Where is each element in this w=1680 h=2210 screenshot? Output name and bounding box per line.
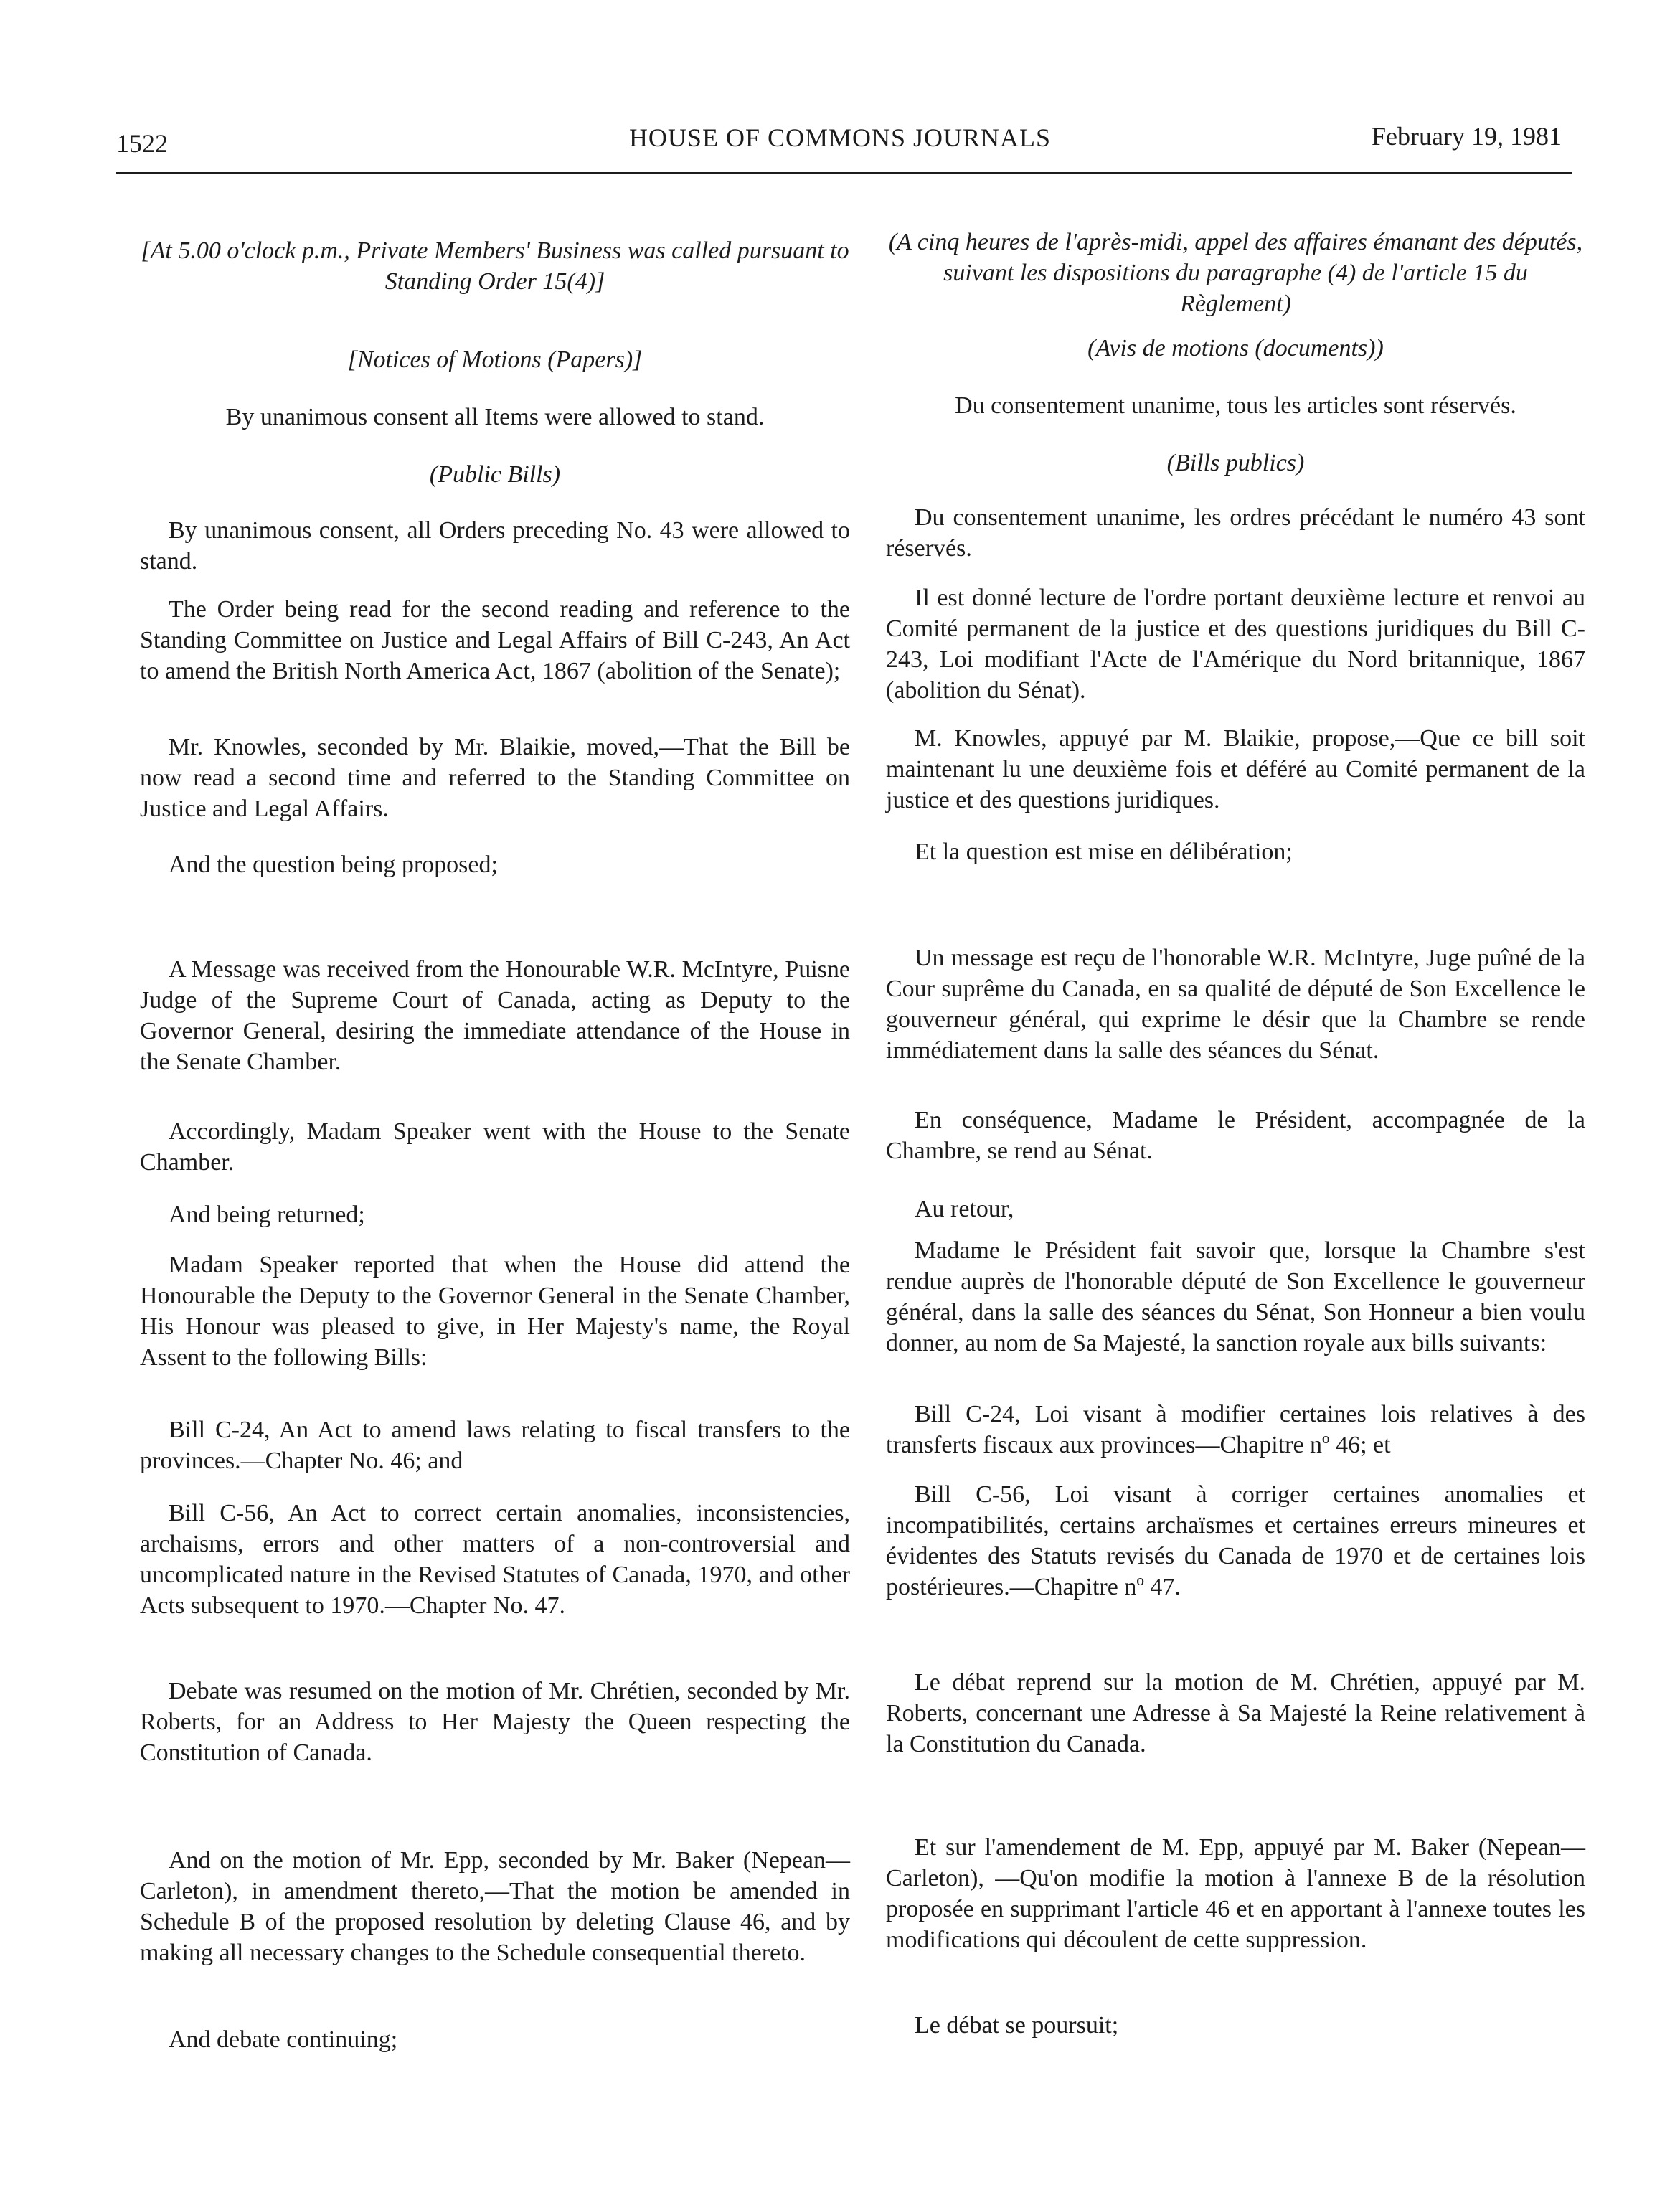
fr-epp-amendment: Et sur l'amendement de M. Epp, appuyé par M. Baker (Nepean—Carleton), —Qu'on modifie la motion à l'annexe B de la résolution proposée en supprimant l'article 46 et en apportant à l'annexe toutes les modifications qui découlent de cette suppression. <box>886 1834 1585 1953</box>
fr-knowles-motion: M. Knowles, appuyé par M. Blaikie, propose,—Que ce bill soit maintenant lu une deuxième fois et déféré au Comité permanent de la justice et des questions juridiques. <box>886 725 1585 813</box>
en-orders-text: By unanimous consent, all Orders preceding No. 43 were allowed to stand. <box>140 517 850 575</box>
fr-bill-c56: Bill C-56, Loi visant à corriger certaines anomalies et incompatibilités, certains archaïsmes et certaines erreurs mineures et évidentes des Statuts revisés du Canada de 1970 et de certaines lois postérieures.—Chapitre nº 47. <box>886 1481 1585 1600</box>
fr-notices-heading: (Avis de motions (documents)) <box>1087 335 1384 362</box>
header-rule <box>116 172 1572 174</box>
en-epp-amendment: And on the motion of Mr. Epp, seconded by Mr. Baker (Nepean—Carleton), in amendment thereto,—That the motion be amended in Schedule B of the proposed resolution by deleting Clause 46, and by making all necessary changes to the Schedule consequential thereto. <box>140 1847 850 1966</box>
fr-debate-continuing: Le débat se poursuit; <box>915 2012 1119 2039</box>
fr-accordingly: En conséquence, Madame le Président, accompagnée de la Chambre, se rend au Sénat. <box>886 1107 1585 1164</box>
fr-order-read: Il est donné lecture de l'ordre portant deuxième lecture et renvoi au Comité permanent de la justice et des questions juridiques du Bill C-243, Loi modifiant l'Acte de l'Amérique du Nord britannique, 1867 (abolition du Sénat). <box>886 585 1585 704</box>
en-returned: And being returned; <box>169 1201 365 1228</box>
en-notices-text: By unanimous consent all Items were allowed to stand. <box>225 404 765 430</box>
fr-private-members-note: (A cinq heures de l'après-midi, appel des affaires émanant des députés, suivant les dispositions du paragraphe (4) de l'article 15 du Règlement) <box>888 229 1583 317</box>
en-bill-c56: Bill C-56, An Act to correct certain anomalies, inconsistencies, archaisms, errors and other matters of a non-controversial and uncomplicated nature in the Revised Statutes of Canada, 1970, and other Acts subsequent to 1970.—Chapter No. 47. <box>140 1500 850 1619</box>
en-private-members-note: [At 5.00 o'clock p.m., Private Members' Business was called pursuant to Standing Order 15(4)] <box>141 237 849 295</box>
en-knowles-motion: Mr. Knowles, seconded by Mr. Blaikie, moved,—That the Bill be now read a second time and referred to the Standing Committee on Justice and Legal Affairs. <box>140 734 850 822</box>
en-debate-continuing: And debate continuing; <box>169 2026 398 2053</box>
fr-reported: Madame le Président fait savoir que, lorsque la Chambre s'est rendue auprès de l'honorable député de Son Excellence le gouverneur général, dans la salle des séances du Sénat, Son Honneur a bien voulu donner, au nom de Sa Majesté, la sanction royale aux bills suivants: <box>886 1237 1585 1356</box>
header-date: February 19, 1981 <box>1372 122 1562 151</box>
en-accordingly: Accordingly, Madam Speaker went with the House to the Senate Chamber. <box>140 1118 850 1176</box>
fr-bill-c24: Bill C-24, Loi visant à modifier certaines lois relatives à des transferts fiscaux aux provinces—Chapitre nº 46; et <box>886 1401 1585 1458</box>
en-message: A Message was received from the Honourable W.R. McIntyre, Puisne Judge of the Supreme Court of Canada, acting as Deputy to the Governor General, desiring the immediate attendance of the House in the Senate Chamber. <box>140 956 850 1075</box>
fr-public-bills-heading: (Bills publics) <box>1166 450 1305 476</box>
en-order-read: The Order being read for the second reading and reference to the Standing Committee on Justice and Legal Affairs of Bill C-243, An Act to amend the British North America Act, 1867 (abolition of the Senate); <box>140 596 850 684</box>
en-question-proposed: And the question being proposed; <box>169 851 498 878</box>
en-bill-c24: Bill C-24, An Act to amend laws relating to fiscal transfers to the provinces.—Chapter No. 46; and <box>140 1417 850 1474</box>
fr-debate-resumed: Le débat reprend sur la motion de M. Chrétien, appuyé par M. Roberts, concernant une Adresse à Sa Majesté la Reine relativement à la Constitution du Canada. <box>886 1669 1585 1757</box>
journal-title: HOUSE OF COMMONS JOURNALS <box>628 123 1052 152</box>
en-notices-heading: [Notices of Motions (Papers)] <box>347 346 643 373</box>
fr-message: Un message est reçu de l'honorable W.R. McIntyre, Juge puîné de la Cour suprême du Canada, en sa qualité de député de Son Excellence le gouverneur général, qui exprime le désir que la Chambre se rende immédiatement dans la salle des séances du Sénat. <box>886 945 1585 1064</box>
fr-orders-text: Du consentement unanime, les ordres précédant le numéro 43 sont réservés. <box>886 504 1585 562</box>
en-public-bills-heading: (Public Bills) <box>429 461 561 488</box>
fr-returned: Au retour, <box>915 1196 1014 1222</box>
en-debate-resumed: Debate was resumed on the motion of Mr. Chrétien, seconded by Mr. Roberts, for an Address to Her Majesty the Queen respecting the Constitution of Canada. <box>140 1678 850 1766</box>
fr-notices-text: Du consentement unanime, tous les articles sont réservés. <box>955 392 1516 419</box>
en-reported: Madam Speaker reported that when the House did attend the Honourable the Deputy to the Governor General in the Senate Chamber, His Honour was pleased to give, in Her Majesty's name, the Royal Assent to the following Bills: <box>140 1252 850 1371</box>
page-number: 1522 <box>116 129 168 158</box>
fr-question-proposed: Et la question est mise en délibération; <box>915 839 1293 865</box>
